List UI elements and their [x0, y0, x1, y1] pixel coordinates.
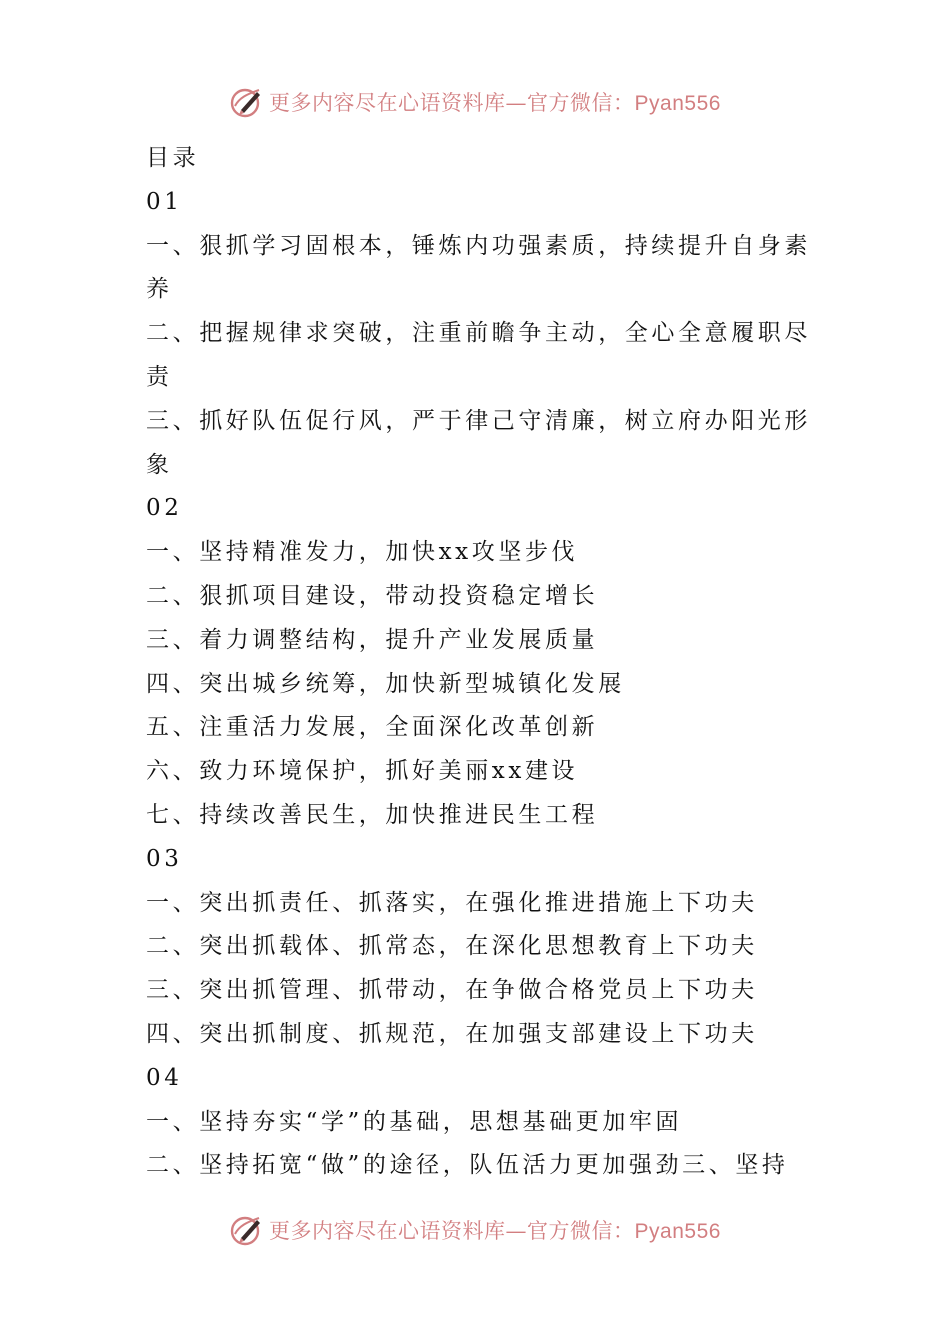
section-number: 02 [146, 495, 183, 522]
toc-line: 一、坚持精准发力，加快xx攻坚步伐 [146, 539, 579, 566]
toc-line: 二、狠抓项目建设，带动投资稳定增长 [146, 582, 599, 609]
pen-logo-icon [229, 84, 265, 120]
toc-line: 三、突出抓管理、抓带动，在争做合格党员上下功夫 [146, 977, 758, 1004]
toc-line: 养 [146, 276, 173, 303]
toc-line: 三、抓好队伍促行风，严于律己守清廉，树立府办阳光形 [146, 407, 811, 434]
toc-line: 象 [146, 451, 173, 478]
toc-line: 一、坚持夯实“学”的基础，思想基础更加牢固 [146, 1108, 683, 1135]
section-number: 01 [146, 188, 183, 215]
banner-slogan: 更多内容尽在心语资料库—官方微信： [269, 1219, 635, 1243]
banner-text [269, 87, 721, 117]
toc-line: 四、突出城乡统筹，加快新型城镇化发展 [146, 670, 625, 697]
toc-line: 六、致力环境保护，抓好美丽xx建设 [146, 758, 579, 785]
section-number: 03 [146, 845, 183, 872]
document-body [146, 137, 816, 1188]
toc-line: 五、注重活力发展，全面深化改革创新 [146, 714, 599, 741]
toc-line: 三、着力调整结构，提升产业发展质量 [146, 626, 599, 653]
footer-banner [0, 1208, 950, 1252]
banner-text [269, 1215, 721, 1245]
toc-line: 七、持续改善民生，加快推进民生工程 [146, 801, 599, 828]
toc-title: 目录 [146, 145, 200, 171]
toc-line: 二、把握规律求突破，注重前瞻争主动，全心全意履职尽 [146, 320, 811, 347]
pen-logo-icon [229, 1212, 265, 1248]
banner-wechat-id: Pyan556 [634, 92, 721, 115]
toc-line: 二、坚持拓宽“做”的途径，队伍活力更加强劲三、坚持 [146, 1152, 789, 1179]
toc-line: 一、狠抓学习固根本，锤炼内功强素质，持续提升自身素 [146, 232, 811, 259]
section-number: 04 [146, 1064, 183, 1091]
banner-slogan: 更多内容尽在心语资料库—官方微信： [269, 91, 635, 115]
toc-line: 一、突出抓责任、抓落实，在强化推进措施上下功夫 [146, 889, 758, 916]
toc-line: 责 [146, 363, 173, 390]
toc-line: 二、突出抓载体、抓常态，在深化思想教育上下功夫 [146, 933, 758, 960]
toc-line: 四、突出抓制度、抓规范，在加强支部建设上下功夫 [146, 1020, 758, 1047]
banner-wechat-id: Pyan556 [634, 1220, 721, 1243]
header-banner [0, 80, 950, 124]
